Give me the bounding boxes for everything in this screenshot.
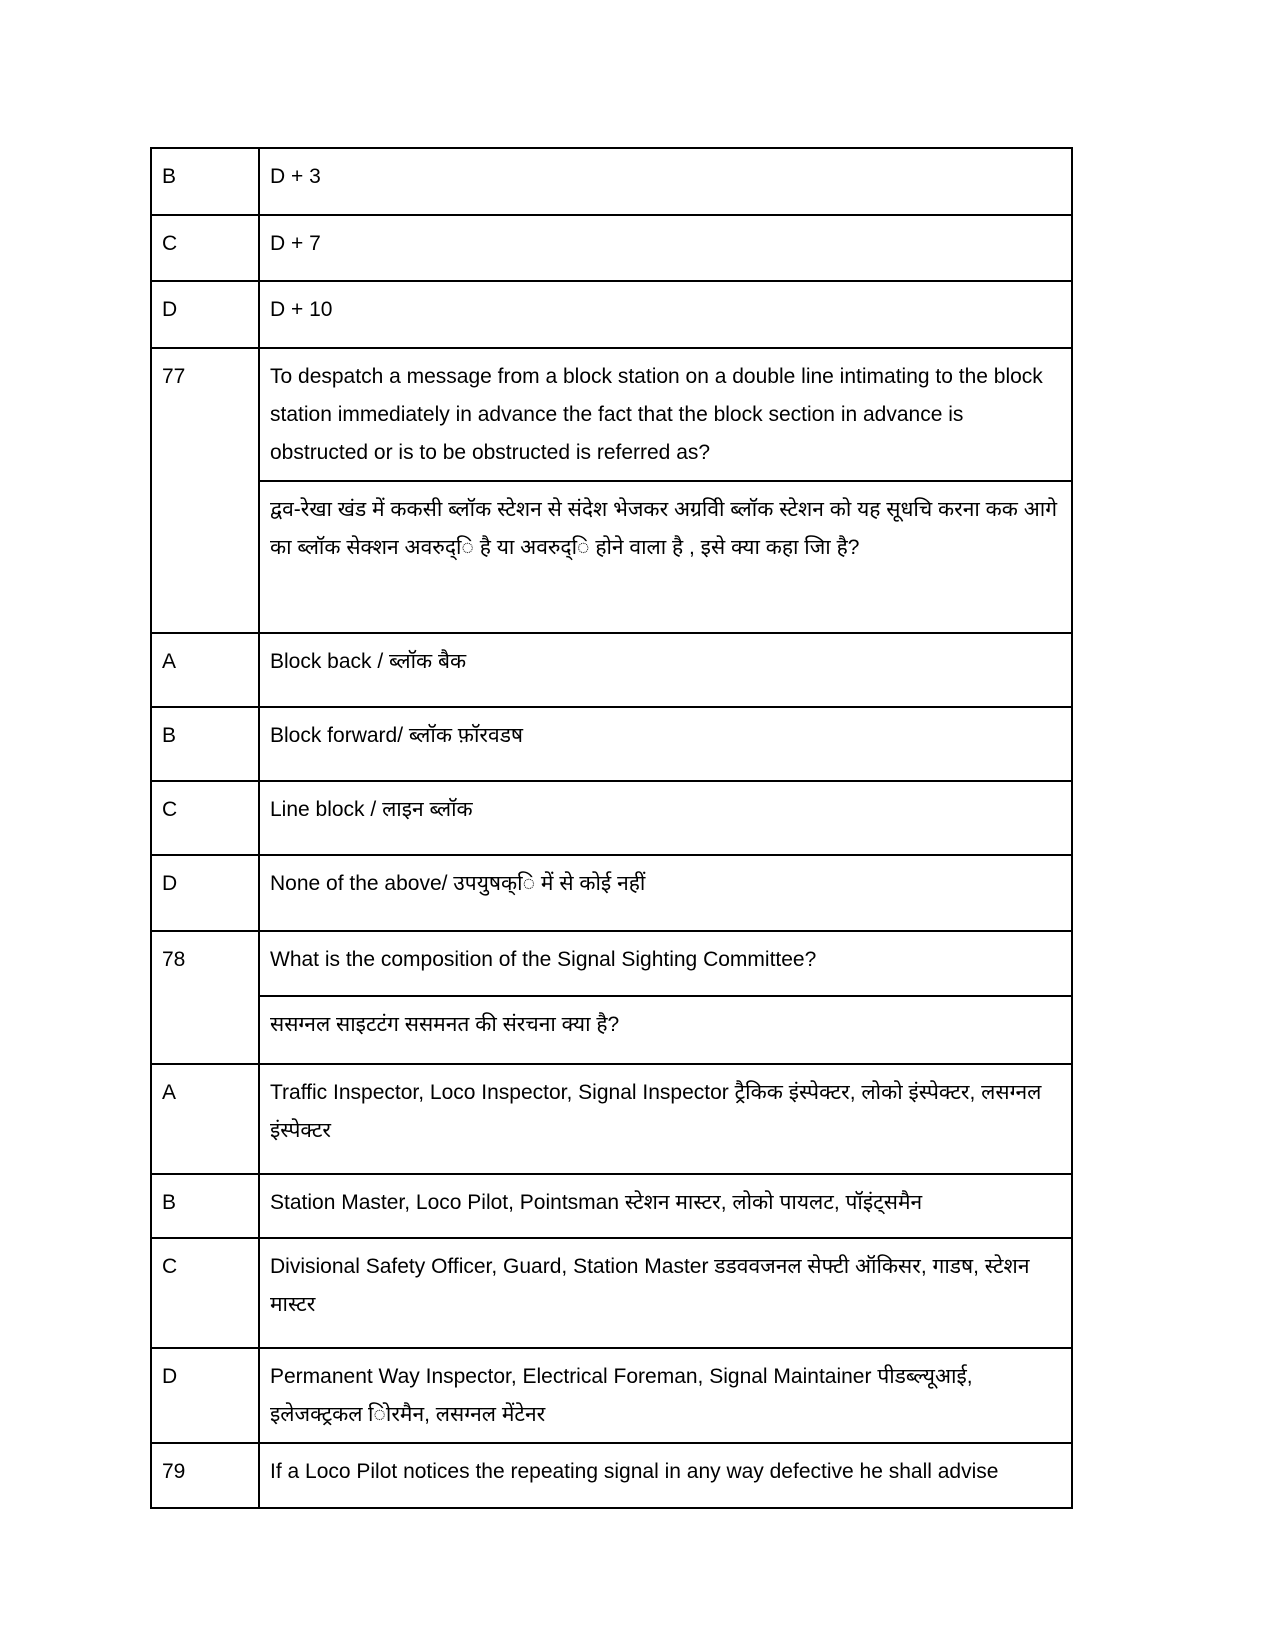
table-row bbox=[151, 931, 1072, 996]
table-row bbox=[151, 215, 1072, 281]
option-text-cell: D + 3 bbox=[259, 148, 1072, 215]
question-number-cell: 78 bbox=[151, 931, 259, 1064]
question-text-en-cell: What is the composition of the Signal Sighting Committee? bbox=[259, 931, 1072, 996]
table-row bbox=[151, 1174, 1072, 1238]
table-row bbox=[151, 855, 1072, 931]
option-text-cell: Traffic Inspector, Loco Inspector, Signal Inspector ट्रैकिक इंस्पेक्टर, लोको इंस्पेक्टर, लसग्नल इंस्पेक्टर bbox=[259, 1064, 1072, 1174]
table-row bbox=[151, 1238, 1072, 1348]
option-text-cell: None of the above/ उपयुषक्ि में से कोई नहीं bbox=[259, 855, 1072, 931]
table-row bbox=[151, 148, 1072, 215]
table-row bbox=[151, 996, 1072, 1064]
table-row bbox=[151, 481, 1072, 633]
table-row bbox=[151, 348, 1072, 481]
question-text-hi-cell: ससग्नल साइटटंग ससमनत की संरचना क्या है? bbox=[259, 996, 1072, 1064]
table-row bbox=[151, 1348, 1072, 1443]
table-row bbox=[151, 633, 1072, 707]
option-text-cell: Block forward/ ब्लॉक फ़ॉरवडष bbox=[259, 707, 1072, 781]
option-label-cell: D bbox=[151, 281, 259, 348]
option-text-cell: D + 10 bbox=[259, 281, 1072, 348]
option-text-cell: Permanent Way Inspector, Electrical Foreman, Signal Maintainer पीडब्ल्यूआई, इलेजक्ट्रकल िोरमैन, लसग्नल मेंटेनर bbox=[259, 1348, 1072, 1443]
option-label-cell: B bbox=[151, 707, 259, 781]
option-label-cell: C bbox=[151, 215, 259, 281]
option-label-cell: A bbox=[151, 1064, 259, 1174]
question-table bbox=[150, 147, 1073, 1509]
option-label-cell: C bbox=[151, 1238, 259, 1348]
option-label-cell: D bbox=[151, 855, 259, 931]
option-text-cell: D + 7 bbox=[259, 215, 1072, 281]
option-label-cell: B bbox=[151, 148, 259, 215]
option-label-cell: D bbox=[151, 1348, 259, 1443]
table-row bbox=[151, 781, 1072, 855]
question-text-en-cell: To despatch a message from a block station on a double line intimating to the block station immediately in advance the fact that the block section in advance is obstructed or is to be obstructed is referred as? bbox=[259, 348, 1072, 481]
table-row bbox=[151, 1064, 1072, 1174]
option-label-cell: A bbox=[151, 633, 259, 707]
table-row bbox=[151, 281, 1072, 348]
option-text-cell: Line block / लाइन ब्लॉक bbox=[259, 781, 1072, 855]
option-text-cell: Block back / ब्लॉक बैक bbox=[259, 633, 1072, 707]
option-label-cell: C bbox=[151, 781, 259, 855]
question-text-hi-cell: द्वव-रेखा खंड में ककसी ब्लॉक स्टेशन से संदेश भेजकर अग्रविी ब्लॉक स्टेशन को यह सूधचि करना कक आगे का ब्लॉक सेक्शन अवरुद्ि है या अवरुद्ि होने वाला है , इसे क्या कहा जिा है? bbox=[259, 481, 1072, 633]
table-row bbox=[151, 1443, 1072, 1508]
option-label-cell: B bbox=[151, 1174, 259, 1238]
question-number-cell: 77 bbox=[151, 348, 259, 633]
table-row bbox=[151, 707, 1072, 781]
question-number-cell: 79 bbox=[151, 1443, 259, 1508]
option-text-cell: Divisional Safety Officer, Guard, Station Master डडववजनल सेफ्टी ऑकिसर, गाडष, स्टेशन मास्टर bbox=[259, 1238, 1072, 1348]
option-text-cell: Station Master, Loco Pilot, Pointsman स्टेशन मास्टर, लोको पायलट, पॉइंट्समैन bbox=[259, 1174, 1072, 1238]
question-text-en-cell: If a Loco Pilot notices the repeating signal in any way defective he shall advise bbox=[259, 1443, 1072, 1508]
